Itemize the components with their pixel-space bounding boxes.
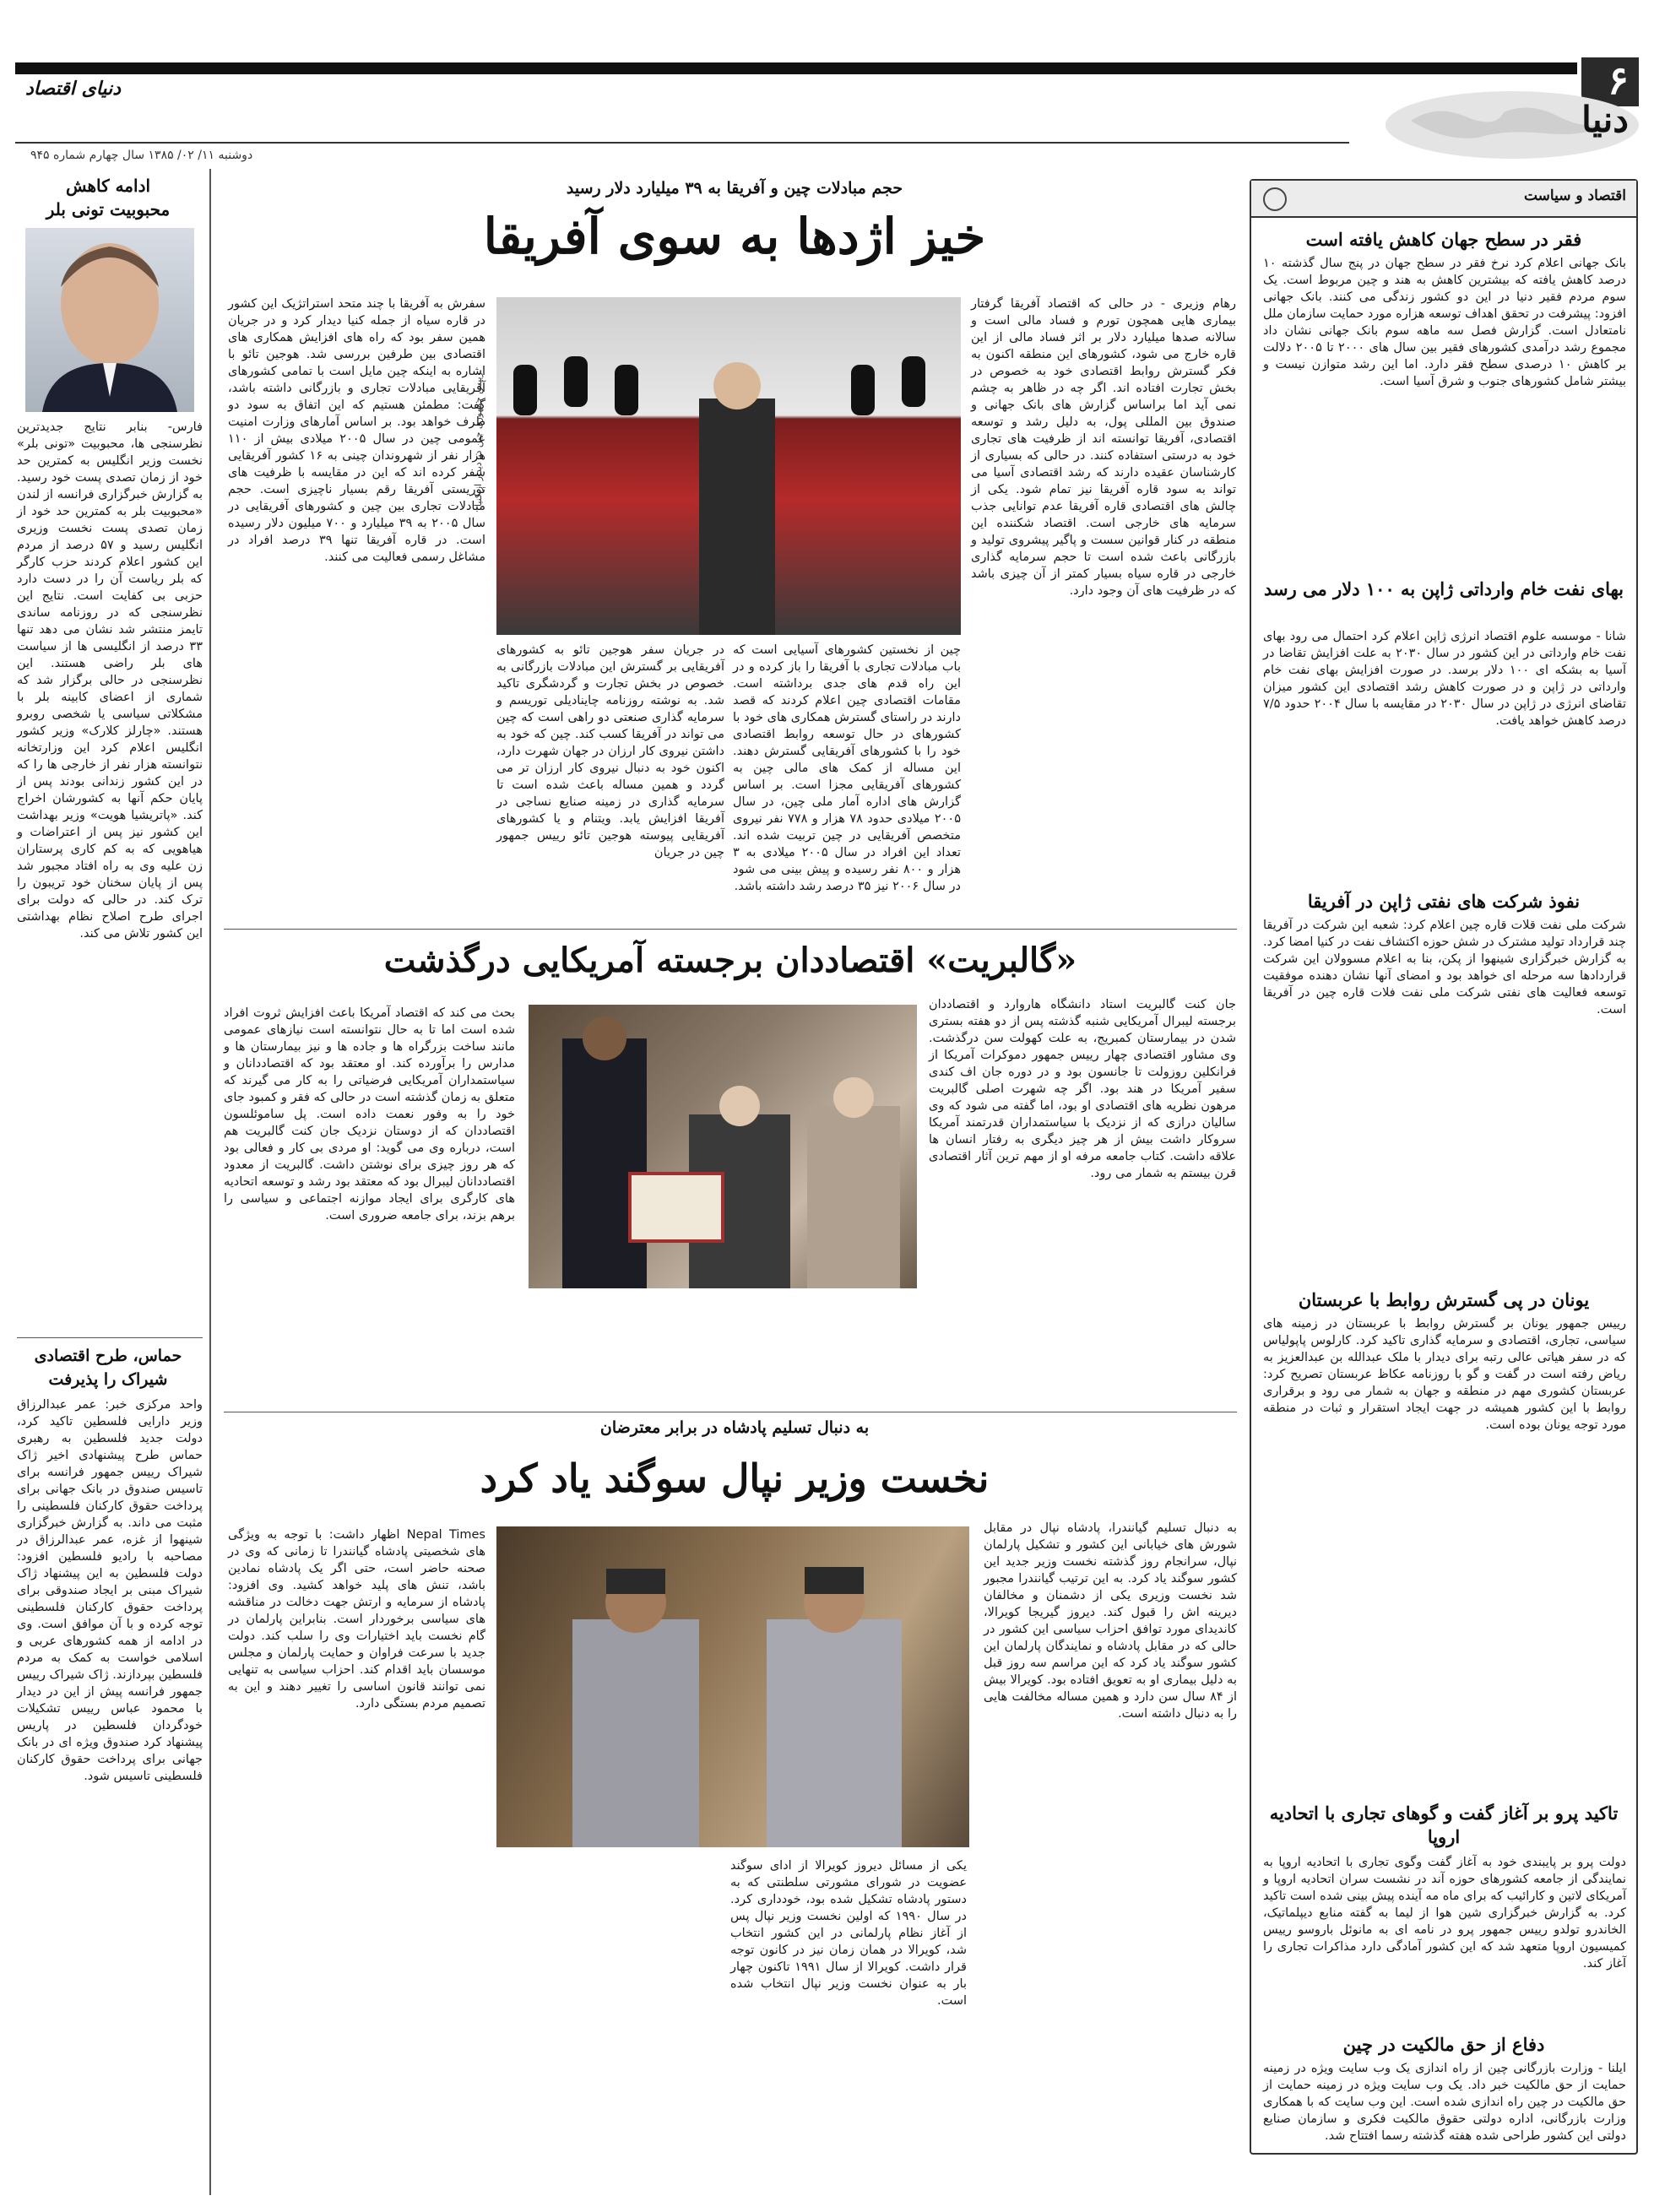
- section-title: دنیا: [1581, 99, 1629, 140]
- blair-column-rule: [209, 169, 211, 2195]
- dragons-article-col: چین از نخستین کشورهای آسیایی است که باب مبادلات تجاری با آفریقا را باز کرده و در این راه قدم های جدی برداشته است. مقامات اقتصادی چین اعلام کردند که قصد دارند در راستای گسترش همکاری های خود با کشورهای در حال توسعه روابط اقتصادی خود را با کشورهای آفریقایی گسترش دهند. این مساله از کمک های مالی چین به کشورهای آفریقایی مجزا است. بر اساس گزارش های اداره آمار ملی چین، در سال ۲۰۰۵ میلادی حدود ۷۸ هزار و ۷۷۸ نفر نیروی متخصص آفریقایی در چین تربیت شده اند. تعداد این افراد در سال ۲۰۰۵ میلادی به ۳ هزار و ۸۰۰ نفر رسیده و پیش بینی می شود در سال ۲۰۰۶ نیز ۳۵ درصد رشد داشته باشد.: [729, 643, 962, 893]
- issue-info: دوشنبه ۱۱/ ۰۲/ ۱۳۸۵ سال چهارم شماره ۹۴۵: [30, 149, 253, 162]
- blair-headline: محبوبیت تونی بلر: [46, 199, 171, 220]
- blair-body: فارس- بنابر نتایج جدیدترین نظرسنجی ها، محبوبیت «تونی بلر» نخست وزیر انگلیس به کمترین حد خود از زمان تصدی پست خود رسید. به گزارش خبرگزاری فرانسه از لندن «محبوبیت بلر به کمترین حد خود از زمان تصدی پست نخست وزیری انگلیس رسید و ۵۷ درصد از مردم این کشور اعلام کردند حزب کارگر که بلر ریاست آن را در دست دارد حزبی بی کفایت است. نتایج این نظرسنجی که در روزنامه ساندی تایمز منتشر شد نشان می دهد تنها ۳۳ درصد از انگلیسی ها از سیاست های بلر راضی هستند. این نظرسنجی در حالی برگزار شد که شماری از اعضای کابینه بلر با مشکلاتی سیاسی یا شخصی روبرو هستند. «چارلز کلارک» وزیر کشور انگلیس اعلام کرد این وزارتخانه نتوانسته هزار نفر از خارجی ها را که در این کشور زندانی بودند پس از پایان حکم آنها به کشورشان اخراج کند. «پاتریشیا هویت» وزیر بهداشت این کشور نیز پس از اعتراضات و هیاهویی که به کم کاری پرستاران زن علیه وی به راه افتاد مجبور شد پس از پایان سخنان خود تریبون را ترک کند. در حالی که دولت برای اجرای طرح اصلاح نظام بهداشتی این کشور تلاش می کند.: [13, 420, 203, 941]
- dragons-article-kicker: حجم مبادلات چین و آفریقا به ۳۹ میلیارد دلار رسید: [566, 179, 903, 198]
- sidebar-header: اقتصاد و سیاست: [1523, 187, 1626, 204]
- dragons-photo-caption: رییس جمهوری چین در دیدار از کنیا: [473, 372, 484, 507]
- masthead-bottom-rule: [15, 142, 1349, 144]
- dragons-article-col: رهام وزیری - در حالی که اقتصاد آفریقا گرفتار بیماری هایی همچون تورم و فساد مالی است و سالانه صدها میلیارد دلار بر اثر فساد مالی از این قاره خارج می شود، کشورهای این منطقه اکنون به فکر گسترش روابط اقتصادی خود به خصوص در بخش تجارت افتاده اند. اگر چه در ظاهر به چشم نمی آید اما براساس گزارش های بانک جهانی و صندوق بین المللی پول، به دلیل رشد و توسعه اقتصادی، آفریقا توانسته اند از ظرفیت های تجاری خود به درستی استفاده کنند. در حالی که بسیاری از کارشناسان عقیده دارند که رشد اقتصادی آسیا می تواند به سود قاره آفریقا نیز تمام شود. یکی از چالش های اقتصادی قاره آفریقا عدم توانایی جذب سرمایه های خارجی است. اقتصاد شکننده این منطقه در کنار قوانین سست و پاگیر پیشروی تولید و بازرگانی باعث شده است تا حجم سرمایه گذاری خارجی در قاره سیاه بسیار کمتر از آن چیزی باشد که در ظرفیت های آن وجود دارد.: [967, 297, 1236, 598]
- sidebar-item-title: تاکید پرو بر آغاز گفت و گوهای تجاری با اتحادیه اروپا: [1269, 1803, 1619, 1847]
- galbraith-col: بحث می کند که اقتصاد آمریکا باعث افزایش ثروت افراد شده است اما تا به حال نتوانسته است نیازهای عمومی مانند ساخت بزرگراه ها و جاده ها و نیز بیمارستان ها و مدارس را برآورده کند. او معتقد بود که اقتصاددانان و سیاستمداران آمریکایی فرضیاتی را به کار می گیرند که متعلق به زمان گذشته است در حالی که فقر و کمبود جای خود را به وفور نعمت داده است. پل ساموئلسون اقتصاددان که از دوستان نزدیک جان کنت گالبریت هم است، درباره وی می گوید: او مردی بی کار و فعالی بود که هر روز چیزی برای نوشتن داشت. گالبریت از معدود اقتصاددانان لیبرال بود که معتقد بود رشد و توسعه اتحادیه های کارگری برای ایجاد موازنه اجتماعی و سیاسی را برهم بزند، برای جامعه ضروری است.: [220, 1006, 515, 1223]
- sidebar-item-body: رییس جمهور یونان بر گسترش روابط با عربستان در زمینه های سیاسی، تجاری، اقتصادی و سرمایه گذاری تاکید کرد. کارلوس پاپولیاس که در سفر هیاتی عالی رتبه برای دیدار با ملک عبدالله بن عبدالعزیز به ریاض رفته است در گفت و گو با روزنامه عکاظ عربستان تصریح کرد: عربستان کشوری مهم در منطقه و جهان به شمار می رود و برقراری روابط با این کشور همیشه در جهت ایجاد استقرار و ثبات در منطقه مورد توجه یونان بوده است.: [1259, 1317, 1626, 1432]
- blair-photo: [25, 228, 194, 412]
- sidebar-item-body: شرکت ملی نفت قلات قاره چین اعلام کرد: شعبه این شرکت در آفریقا چند قرارداد تولید مشترک در شش حوزه اکتشاف نفت در کنیا امضا کرد. به گزارش خبرگزاری شینهوا از پکن، بنا به اعلام مسوولان این شرکت قراردادها سه مرحله ای خواهد بود و امضای آنها نشان دهنده موفقیت توسعه فعالیت های نفتی شرکت ملی نفت فلات قاره چین در آفریقا است.: [1259, 919, 1626, 1017]
- sidebar-item-title: فقر در سطح جهان کاهش یافته است: [1305, 229, 1582, 250]
- dragons-article-col: سفرش به آفریقا با چند متحد استراتژیک این کشور در قاره سیاه از جمله کنیا دیدار کرد و در جریان همین سفر بود که راه های افزایش همکاری های اقتصادی بین طرفین بررسی شد. هوجین تائو با اشاره به اینکه چین مایل است با تمامی کشورهای آفریقایی مبادلات تجاری و بازرگانی داشته باشد، گفت: مطمئن هستیم که این اتفاق به سود دو طرف خواهد بود. بر اساس آمارهای وزارت امنیت عمومی چین در سال ۲۰۰۵ میلادی بیش از ۱۱۰ هزار نفر از شهروندان چینی به ۱۶ کشور آفریقایی سفر کرده اند که این در مقایسه با ظرفیت های توریستی آفریقا رقم بسیار ناچیزی است. حجم مبادلات تجاری بین چین و کشورهای آفریقایی در سال ۲۰۰۵ به ۳۹ میلیارد و ۷۰۰ میلیون دلار رسیده است. در قاره آفریقا تنها ۳۹ درصد افراد در مشاغل رسمی فعالیت می کنند.: [224, 297, 485, 564]
- masthead: [0, 0, 1654, 162]
- dragons-article-col: در جریان سفر هوجین تائو به کشورهای آفریقایی بر گسترش این مبادلات بازرگانی به خصوص در بخش تجارت و گردشگری تاکید شد. به نوشته روزنامه چاینادیلی توریسم و سرمایه گذاری صنعتی دو راهی است که چین می تواند در آفریقا کسب کند. چین که خود به داشتن نیروی کار ارزان در جهان شهرت دارد، اکنون خود به دنبال نیروی کار ارزان تر می گردد و همین مساله باعث شده است تا سرمایه گذاری در زمینه صنایع نساجی در آفریقا افزایش یابد. ویتنام و یا کشورهای آفریقایی پیوسته هوجین تائو رییس جمهور چین در جریان: [492, 643, 724, 859]
- page-number: ۶: [1608, 57, 1629, 103]
- sidebar-item-body: ایلنا - وزارت بازرگانی چین از راه اندازی یک وب سایت ویژه در زمینه حمایت از حق مالکیت خبر داد. یک وب سایت ویژه در زمینه حمایت از حق مالکیت در چین راه اندازی شده است. این وب سایت که با همکاری وزارت بازرگانی، اداره دولتی حقوق مالکیت فکری و سازمان صنایع دولتی این کشور طراحی شده هفته گذشته رسما افتتاح شد.: [1259, 2062, 1626, 2143]
- nepal-col: Nepal Times اظهار داشت: با توجه به ویژگی های شخصیتی پادشاه گیانندرا تا زمانی که وی در صحنه حاضر است، حتی اگر یک پادشاه نمادین باشد، تنش های پلید خواهد کشید. وی افزود: پادشاه از سرمایه و ارتش جهت دخالت در مناقشه های سیاسی برخوردار است. بنابراین پارلمان در گام نخست باید اختیارات وی را سلب کند. دولت جدید با سرعت فراوان و حمایت پارلمان و مجلس موسسان باید اقدام کند. احزاب سیاسی به تنهایی نمی توانند قانون اساسی را تغییر دهند و این به تصمیم مردم بستگی دارد.: [224, 1528, 485, 1711]
- nepal-col: یکی از مسائل دیروز کویرالا از ادای سوگند عضویت در شورای مشورتی سلطنتی که به دستور پادشاه تشکیل شده بود، خودداری کرد. در سال ۱۹۹۰ که اولین نخست وزیر نپال پس از آغاز نظام پارلمانی در این کشور انتخاب شد، کویرالا در همان زمان نیز در کانون توجه قرار داشت. کویرالا از سال ۱۹۹۱ تاکنون چهار بار به عنوان نخست وزیر نپال انتخاب شده است.: [726, 1859, 967, 2008]
- hamas-headline: شیراک را پذیرفت: [48, 1370, 168, 1389]
- dragons-article-headline: خیز اژدها به سوی آفریقا: [483, 208, 986, 265]
- sidebar-item-title: دفاع از حق مالکیت در چین: [1342, 2034, 1545, 2055]
- nepal-kicker: به دنبال تسلیم پادشاه در برابر معترضان: [599, 1418, 870, 1437]
- hamas-headline: حماس، طرح اقتصادی: [34, 1347, 182, 1365]
- sidebar-item-body: شانا - موسسه علوم اقتصاد انرژی ژاپن اعلام کرد احتمال می رود بهای نفت خام وارداتی در این کشور در سال ۲۰۳۰ به علت افزایش تقاضا در آسیا به بشکه ای ۱۰۰ دلار برسد. در صورت افزایش بهای نفت خام وارداتی در ژاپن و در صورت کاهش رشد اقتصادی این کشور میزان تقاضای انرژی در ژاپن در سال ۲۰۳۰ در مقایسه با سال ۲۰۰۴ حدود ۷/۵ درصد کاهش خواهد یافت.: [1259, 630, 1626, 728]
- sidebar-item-title: نفوذ شرکت های نفتی ژاپن در آفریقا: [1307, 891, 1581, 912]
- sidebar-globe-icon: [1263, 187, 1287, 211]
- sidebar-item-title: یونان در پی گسترش روابط با عربستان: [1298, 1289, 1590, 1310]
- divider: [17, 1337, 203, 1338]
- galbraith-col: جان کنت گالبریت استاد دانشگاه هاروارد و اقتصاددان برجسته لیبرال آمریکایی شنبه گذشته پس از دو هفته بستری شدن در بیمارستان کمبریج، به علت کهولت سن درگذشت. وی مشاور اقتصادی چهار رییس جمهور دموکرات آمریکا از فرانکلین روزولت تا جانسون بود و در دوره جان اف کندی سفیر آمریکا در هند بود. اگر چه شهرت اصلی گالبریت مرهون نظریه های اقتصادی او بود، اما گفته می شود که وی سالیان درازی که از نزدیک با سیاستمداران قدرتمند آمریکا سروکار داشت بیش از هر چیز دیگری به رفتار انسان ها علاقه داشت. کتاب جامعه مرفه او از مهم ترین آثار اقتصادی قرن بیستم به شمار می رود.: [925, 998, 1236, 1180]
- masthead-top-rule: [15, 62, 1577, 74]
- nepal-headline: نخست وزیر نپال سوگند یاد کرد: [480, 1456, 990, 1501]
- nepal-col: به دنبال تسلیم گیانندرا، پادشاه نپال در مقابل شورش های خیابانی این کشور و تشکیل پارلمان نپال، سرانجام روز گذشته نخست وزیر جدید این کشور سوگند یاد کرد. به این ترتیب گیانندرا مجبور شد نخست وزیری یکی از دشمنان و مخالفان دیرینه اش را قبول کند. دیروز گیریجا کویرالا، کاندیدای مورد توافق احزاب سیاسی این کشور در حالی که در مقابل پادشاه و نمایندگان پارلمان این کشور سوگند یاد کرد که این مراسم سه روز قبل به دلیل بیماری او به تعویق افتاده بود. کویرالا بیش از ۸۴ سال سن دارد و همین مساله مخالفت هایی را به دنبال داشته است.: [979, 1521, 1237, 1721]
- galbraith-photo: [529, 1005, 917, 1288]
- blair-headline: ادامه کاهش: [65, 176, 151, 196]
- galbraith-headline: «گالبریت» اقتصاددان برجسته آمریکایی درگذشت: [383, 941, 1077, 980]
- sidebar-item-body: دولت پرو بر پایبندی خود به آغاز گفت وگوی تجاری با اتحادیه اروپا به نمایندگی از جامعه کشورهای حوزه آند در نشست سران اتحادیه اروپا و آمریکای لاتین و کارائیب که برای ماه مه آینده پیش بینی شده است تاکید کرد. به گزارش خبرگزاری شین هوا از لیما به گفته منابع دیپلماتیک، الخاندرو تولدو رییس جمهور پرو در نامه ای به مانوئل باروسو رییس کمیسیون اروپا متعهد شد که این کشور آمادگی دارد مذاکرات تجاری را آغاز کند.: [1259, 1856, 1626, 1971]
- sidebar-item-title: بهای نفت خام وارداتی ژاپن به ۱۰۰ دلار می رسد: [1263, 578, 1624, 599]
- news-brief-sidebar: [1250, 179, 1638, 2155]
- sidebar-item-body: بانک جهانی اعلام کرد نرخ فقر در سطح جهان در پنج سال گذشته ۱۰ درصد کاهش یافته که بیشترین کاهش به هند و چین مربوط است. یک سوم مردم فقیر دنیا در این دو کشور زندگی می کنند. بانک جهانی افزود: پیشرفت در تحقق اهداف توسعه هزاره مورد حمایت سازمان ملل نامتعادل است. گزارش فصل سه ماهه سوم بانک جهانی نشان داد مجموع رشد درآمدی کشورهای فقیر بین سال های ۲۰۰۰ تا ۲۰۰۵ دلالت بر کاهش ۱۰ درصدی سطح فقر دارد. اما این رشد متوازن نیست و بیشتر شامل کشورهای جنوب و شرق آسیا است.: [1259, 257, 1626, 388]
- brand-logo: دنیای اقتصاد: [25, 78, 121, 100]
- nepal-photo: [496, 1526, 969, 1847]
- divider: [224, 929, 1237, 930]
- dragons-article-photo: [496, 297, 961, 635]
- hamas-body: واحد مرکزی خبر: عمر عبدالرزاق وزیر دارایی فلسطین تاکید کرد، دولت جدید فلسطین به رهبری حماس طرح پیشنهادی اخیر ژاک شیراک رییس جمهور فرانسه برای تاسیس صندوق در بانک جهانی برای پرداخت حقوق کارکنان فلسطینی را مثبت می داند. به گزارش خبرگزاری شینهوا از غزه، عمر عبدالرزاق در مصاحبه با رادیو فلسطین افزود: دولت فلسطین به این پیشنهاد ژاک شیراک مبنی بر ایجاد صندوقی برای پرداخت حقوق کارکنان فلسطینی توجه کرده و با آن موافق است. وی در ادامه از همه کشورهای عربی و اسلامی خواست به کمک به مردم فلسطین بپردازند. ژاک شیراک رییس جمهور فرانسه پیش از این در دیدار با محمود عباس رییس تشکیلات خودگردان فلسطین در پاریس پیشنهاد کرد صندوق ویژه ای در بانک جهانی برای پرداخت حقوق کارکنان فلسطینی تاسیس شود.: [13, 1398, 203, 1783]
